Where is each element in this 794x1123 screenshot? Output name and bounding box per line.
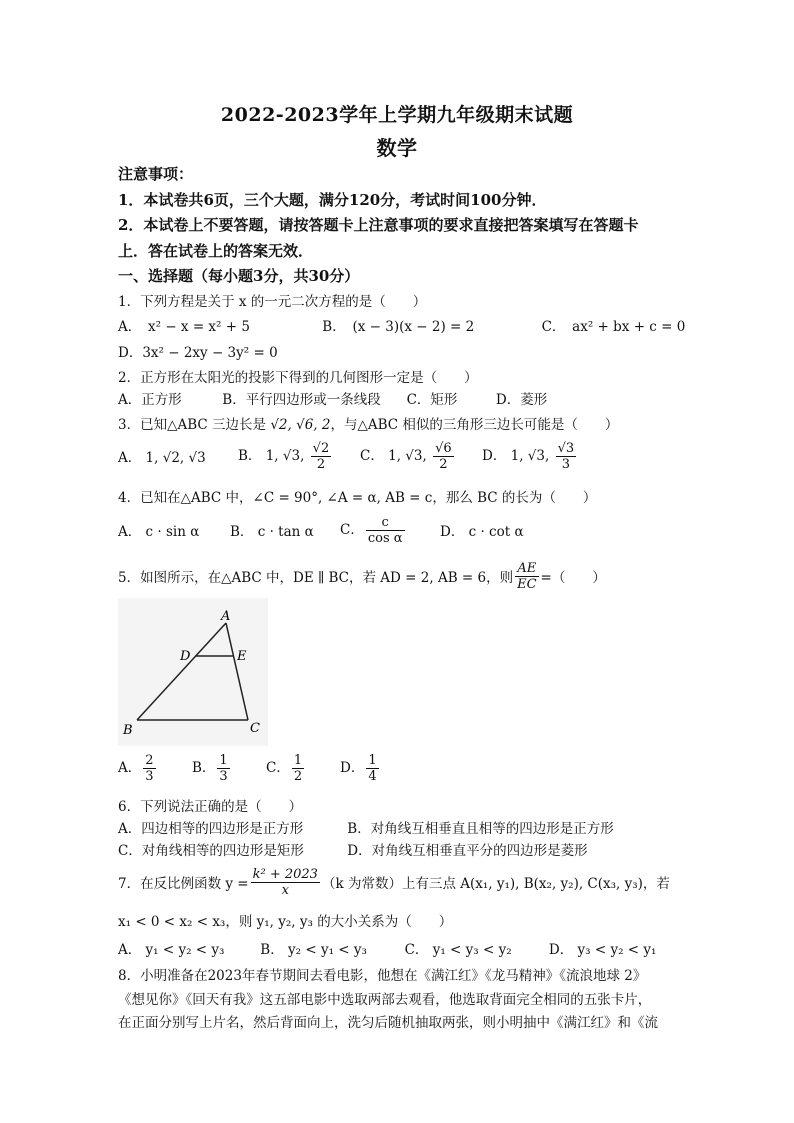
q3-option-b-denominator: 2 [316, 456, 326, 472]
section-heading: 一、选择题（每小题3分，共30分） [118, 267, 360, 285]
q3-option-d-denominator: 3 [561, 456, 570, 472]
q5-option-b [192, 753, 266, 784]
q5-option-a [118, 753, 192, 784]
q5-options-row [118, 750, 381, 786]
q2-options-row [118, 388, 547, 408]
q2-option-c: C．矩形 [406, 392, 458, 408]
q4-option-c-fraction [366, 515, 405, 546]
subject-title: 数学 [376, 136, 418, 160]
q6-option-a: A．四边相等的四边形是正方形 [118, 821, 304, 837]
q5-option-a-numerator: 2 [145, 752, 154, 768]
figure-background [118, 598, 268, 746]
q8-line2: 《想见你》《回天有我》这五部电影中选取两部去观看，他选取背面完全相同的五张卡片， [118, 992, 652, 1008]
q6-option-c: C．对角线相等的四边形是矩形 [118, 843, 304, 859]
q1-stem: 1．下列方程是关于 x 的一元二次方程的是（ ） [118, 294, 427, 310]
q3-option-c-denominator: 2 [439, 456, 448, 472]
q3-stem-values: √2, √6, 2 [270, 417, 331, 433]
q7-option-c: C． y₁ < y₃ < y₂ [404, 942, 512, 958]
q1-option-d: D．3x² − 2xy − 3y² = 0 [118, 345, 278, 361]
q7-option-a: A． y₁ < y₂ < y₃ [118, 942, 225, 958]
q7-stem-numerator: k² + 2023 [252, 866, 318, 882]
q7-option-b: B． y₂ < y₁ < y₃ [260, 942, 367, 958]
q3-option-b [238, 441, 360, 472]
q5-option-d-numerator: 1 [368, 752, 377, 768]
q5-option-d-fraction [366, 753, 378, 784]
q6-option-d: D．对角线互相垂直平分的四边形是菱形 [347, 843, 588, 859]
label-b: B [123, 723, 133, 738]
q5-stem [118, 558, 606, 594]
note-1: 1．本试卷共6页，三个大题，满分120分，考试时间100分钟． [118, 191, 547, 209]
label-c: C [250, 721, 260, 736]
q5-stem-numerator: AE [515, 561, 538, 577]
exam-title: 2022-2023学年上学期九年级期末试题 [220, 104, 574, 126]
q4-option-c [340, 515, 440, 546]
q5-option-d-prefix: D． [340, 759, 365, 776]
q3-option-c-fraction [433, 441, 454, 472]
q3-options-row [118, 438, 578, 474]
q6-options-row2 [118, 839, 588, 859]
note-2-line1: 2．本试卷上不要答题，请按答题卡上注意事项的要求直接把答案填写在答题卡 [118, 216, 639, 234]
q3-option-d-fraction [556, 441, 577, 472]
q8-line3: 在正面分别写上片名，然后背面向上，洗匀后随机抽取两张，则小明抽中《满江红》和《流 [118, 1015, 658, 1031]
q8-line1: 8．小明准备在2023年春节期间去看电影，他想在《满江红》《龙马精神》《流浪地球 2》 [118, 968, 647, 984]
q7-stem-pre: 7．在反比例函数 y = [118, 876, 249, 892]
q5-stem-pre: 5．如图所示，在△ABC 中，DE ∥ BC，若 AD = 2, AB = 6，则 [118, 570, 514, 586]
q2-stem: 2．正方形在太阳光的投影下得到的几何图形一定是（ ） [118, 370, 478, 386]
q5-option-d-denominator: 4 [368, 768, 377, 784]
q3-option-c-prefix: C． 1, √3, [360, 447, 432, 464]
q3-stem-pre: 3．已知△ABC 三边长是 [118, 417, 271, 433]
q5-stem-fraction [515, 561, 538, 592]
q4-stem: 4．已知在△ABC 中，∠C = 90°, ∠A = α, AB = c，那么 BC 的长为（ ） [118, 490, 597, 506]
q7-stem-fraction [251, 867, 320, 898]
q5-option-b-numerator: 1 [219, 752, 228, 768]
q3-option-c [360, 441, 482, 472]
q5-option-c [266, 753, 340, 784]
q1-option-b: B． (x − 3)(x − 2) = 2 [322, 319, 475, 335]
q1-option-a: A． x² − x = x² + 5 [118, 319, 250, 335]
label-e: E [237, 649, 247, 664]
notes-heading: 注意事项： [118, 165, 194, 183]
q4-options-row [118, 512, 524, 548]
q7-condition: x₁ < 0 < x₂ < x₃，则 y₁, y₂, y₃ 的大小关系为（ ） [118, 914, 453, 930]
triangle-diagram [118, 598, 268, 746]
q5-stem-post: =（ ） [540, 570, 606, 586]
q5-option-b-fraction [217, 753, 229, 784]
triangle-figure [118, 598, 268, 746]
q7-stem-denominator: x [281, 882, 289, 898]
q3-option-d-numerator: √3 [557, 440, 575, 456]
q4-option-c-prefix: C． [340, 521, 364, 538]
q5-option-d [340, 753, 381, 784]
q6-option-b: B．对角线互相垂直且相等的四边形是正方形 [347, 821, 614, 837]
q5-stem-denominator: EC [517, 576, 537, 592]
label-d: D [180, 649, 191, 664]
q3-stem-post: ，与△ABC 相似的三角形三边长可能是（ ） [330, 417, 619, 433]
q2-option-a: A．正方形 [118, 392, 182, 408]
q7-stem [118, 864, 670, 900]
q6-options-row1 [118, 817, 614, 837]
note-2-line2: 上．答在试卷上的答案无效． [118, 242, 314, 260]
q4-option-a: A． c · sin α [118, 524, 200, 540]
q5-option-c-prefix: C． [266, 759, 290, 776]
q5-option-a-prefix: A． [118, 759, 142, 776]
q2-option-d: D．菱形 [495, 392, 548, 408]
q4-option-d: D． c · cot α [440, 524, 524, 540]
q6-stem: 6．下列说法正确的是（ ） [118, 799, 303, 815]
q3-option-b-numerator: √2 [312, 440, 330, 456]
q5-option-b-prefix: B． [192, 759, 216, 776]
q5-option-b-denominator: 3 [219, 768, 228, 784]
q3-option-b-prefix: B． 1, √3, [238, 447, 309, 464]
q5-option-c-numerator: 1 [293, 752, 303, 768]
q5-option-c-fraction [292, 753, 304, 784]
q7-option-d: D． y₃ < y₂ < y₁ [548, 942, 657, 958]
q3-option-b-fraction [311, 441, 332, 472]
q7-options-row [118, 938, 656, 958]
label-a: A [221, 609, 231, 624]
q5-option-c-denominator: 2 [293, 768, 303, 784]
q4-option-c-denominator: cos α [367, 530, 403, 546]
q5-option-a-denominator: 3 [145, 768, 154, 784]
q1-options-row [118, 315, 685, 335]
q4-option-c-numerator: c [366, 515, 405, 531]
q3-option-d-prefix: D． 1, √3, [482, 447, 554, 464]
q3-option-d [482, 441, 578, 472]
q3-option-a: A． 1, √2, √3 [118, 450, 206, 466]
q2-option-b: B．平行四边形或一条线段 [222, 392, 381, 408]
q1-option-c: C． ax² + bx + c = 0 [541, 319, 686, 335]
q5-option-a-fraction [143, 753, 155, 784]
q4-option-b: B． c · tan α [230, 524, 314, 540]
q7-stem-post: （k 为常数）上有三点 A(x₁, y₁), B(x₂, y₂), C(x₃, y₃)，若 [321, 876, 670, 892]
q3-option-c-numerator: √6 [435, 440, 452, 456]
q3-stem [118, 413, 618, 433]
